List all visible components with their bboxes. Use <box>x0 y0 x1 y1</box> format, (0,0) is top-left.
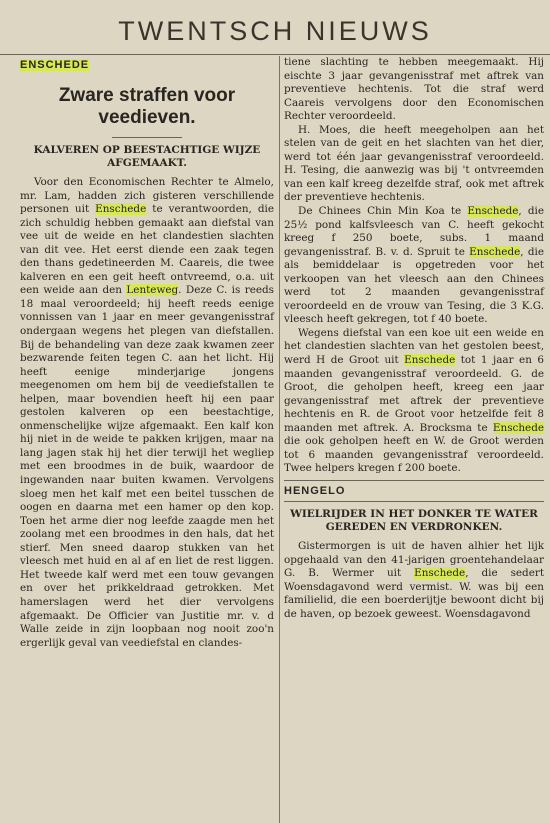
text-run: te verantwoorden, die zich schuldig hebben gemaakt aan diefstal van vee uit de weide en het clandestien slachten van dit vee. Het eerst diende een zaak tegen den thans gedetineerden M. Caareis, die twee kalveren en een geit heeft ontvreemd, o.a. uit een weide aan den <box>20 203 275 297</box>
text-run: , die sedert Woensdagavond werd vermist. W. was bij een familielid, die een boerderijtje bewoont dicht bij de haven, op bezoek geweest. Woensdagavond <box>284 567 544 620</box>
place-label: ENSCHEDE <box>20 59 90 71</box>
article2-paragraph-1 <box>284 540 544 621</box>
highlighted-term: Enschede <box>469 245 521 258</box>
article-subhead: KALVEREN OP BEESTACHTIGE WIJZE AFGEMAAKT. <box>33 144 261 169</box>
column-right <box>284 56 544 621</box>
text-run: , die 25½ pond kalfsvleesch van C. heeft gekocht kreeg f 250 boete, subs. 1 maand gevangenisstraf. B. v. d. Spruit te <box>284 205 544 258</box>
section-heading: HENGELO <box>284 484 346 497</box>
article-paragraph-1-continued <box>284 56 544 124</box>
section-rule <box>284 480 544 481</box>
article-paragraph-2 <box>284 124 544 205</box>
highlighted-term: Enschede <box>95 203 147 216</box>
article-paragraph-1 <box>20 176 274 650</box>
highlighted-term: Enschede <box>492 421 544 434</box>
highlighted-term: Enschede <box>404 354 456 367</box>
text-run: De Chinees Chin Min Koa te <box>298 205 468 218</box>
dateline-place <box>20 59 274 71</box>
article-paragraph-4 <box>284 327 544 476</box>
masthead-title: TWENTSCH NIEUWS <box>118 16 432 46</box>
text-run: H. Moes, die heeft meegeholpen aan het stelen van de geit en het slachten van het dier, werd tot één jaar gevangenisstraf veroordeeld. H. Tesing, die aanwezig was bij 't ontvreemden van een kalf kreeg dezelfde straf, ook met aftrek der preventieve hechtenis. <box>284 123 544 204</box>
article2-subhead: WIELRIJDER IN HET DONKER TE WATER GEREDEN EN VERDRONKEN. <box>290 507 538 533</box>
text-run: die ook geholpen heeft en W. de Groot werden tot 6 maanden gevangenisstraf veroordeeld. Twee helpers kregen f 200 boete. <box>284 435 544 475</box>
masthead <box>0 0 550 55</box>
article-paragraph-3 <box>284 205 544 327</box>
text-run: Wegens diefstal van een koe uit een weide en het clandestien slachten van het gestolen beest, werd H de Groot uit <box>284 326 544 367</box>
text-run: Voor den Economischen Rechter te Almelo, mr. Lam, hadden zich gisteren verschillende personen uit <box>20 176 274 216</box>
section-rule-2 <box>284 501 544 502</box>
column-left <box>20 56 274 650</box>
text-run: . Deze C. is reeds 18 maal veroordeeld; hij heeft reeds eenige vonnissen van 1 jaar en meer gevangenisstraf ondergaan wegens het plegen van diefstallen. Bij de behandeling van deze zaak kwamen zeer bezwarende feiten tegen C. aan het licht. Hij heeft eenige minderjarige jongens meegenomen om hem bij de veediefstallen te helpen, maar bovendien heeft hij een paar gestolen kalveren op een beestachtige, onmenschelijke wijze afgemaakt. Een kalf kon hij niet in de weide te pakken krijgen, maar na lang jagen stak hij het dier terwijl het wegliep met een broodmes in de buik, waardoor de ingewanden naar buiten kwamen. Vervolgens sloeg men het kalf met een beitel tusschen de oogen en daarna met een hamer op den kop. Toen het arme dier nog leefde zaagde men het zoolang met een broodmes in den hals, dat het stierf. Men sneed daarop stukken van het vleesch met huid en al af en liet de rest liggen. Het tweede kalf werd met een touw gevangen en over het prikkeldraad getrokken. Met hamerslagen werd het dier vervolgens afgemaakt. De Officier van Justitie mr. v. d Walle zeide in zijn loopbaan nog nooit zoo'n ergerlijk geval van veediefstal en clandes- <box>20 284 274 649</box>
article-headline: Zware straffen voor veedieven. <box>58 85 236 128</box>
text-run: tiene slachting te hebben meegemaakt. Hij eischte 3 jaar gevangenisstraf met aftrek van preventieve hechtenis. Tot die straf werd Caareis vervolgens door den Economischen Rechter veroordeeld. <box>284 56 544 123</box>
headline-rule <box>112 137 182 138</box>
highlighted-term: Enschede <box>414 567 466 580</box>
text-run: tot 1 jaar en 6 maanden gevangenisstraf veroordeeld. G. de Groot, die geholpen heeft, kreeg een jaar gevangenisstraf met aftrek der preventieve hechtenis en R. de Groot voor hetzelfde feit 8 maanden met aftrek. A. Brocksma te <box>284 354 544 434</box>
highlighted-term: Lenteweg <box>126 284 179 297</box>
text-run: Gistermorgen is uit de haven alhier het lijk opgehaald van den 41-jarigen groentehandelaar G. B. Wermer uit <box>284 539 544 580</box>
highlighted-term: Enschede <box>467 205 519 218</box>
text-run: , die als bemiddelaar is opgetreden voor het verkoopen van het vleesch aan den Chinees werd tot 2 maanden gevangenisstraf veroordeeld en de vrouw van Tesing, die 3 K.G. vleesch heeft gekregen, tot f 40 boete. <box>284 245 544 326</box>
column-divider <box>279 56 280 823</box>
